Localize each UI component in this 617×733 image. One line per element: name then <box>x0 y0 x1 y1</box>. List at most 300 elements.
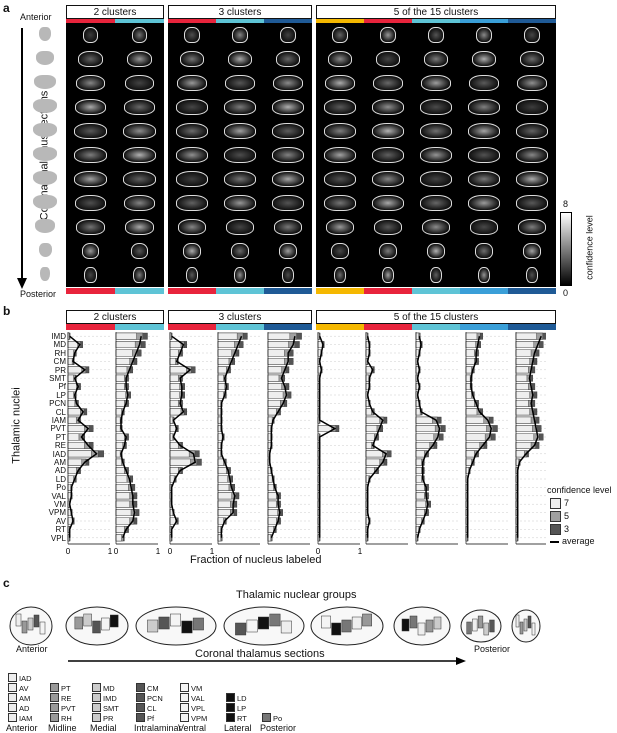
nucleus-bar <box>268 535 271 541</box>
nucleus-region <box>101 618 109 630</box>
nucleus-bar <box>268 493 276 499</box>
heatmap-section <box>224 123 257 139</box>
nucleus-bar <box>218 417 221 423</box>
nucleus-bar <box>116 409 121 415</box>
nucleus-region <box>110 615 118 627</box>
legend-swatch <box>550 511 561 522</box>
a-cluster-colorbar-bottom-0 <box>66 288 164 294</box>
nucleus-bar <box>68 459 82 465</box>
a-cluster-swatch <box>66 288 115 294</box>
heatmap-section <box>516 147 549 163</box>
nucleus-region <box>532 623 535 635</box>
heatmap-section <box>84 267 96 283</box>
nucleus-bar <box>268 375 279 381</box>
nucleus-region <box>362 614 371 626</box>
heatmap-section <box>74 147 108 163</box>
nuclear-group-item: Po <box>262 713 282 723</box>
a-cluster-swatch <box>508 288 556 294</box>
heatmap-section <box>372 195 403 211</box>
heatmap-section <box>176 147 209 163</box>
heatmap-section <box>372 171 405 187</box>
nuclear-group-name: Midline <box>48 723 77 733</box>
nuclear-group-name: Intralaminar <box>134 723 182 733</box>
a-cluster-swatch <box>115 288 164 294</box>
heatmap-section <box>272 195 303 211</box>
group-swatch <box>8 713 17 722</box>
nucleus-region <box>434 617 441 629</box>
heatmap-section <box>272 147 305 163</box>
nucleus-bar <box>268 400 280 406</box>
heatmap-section <box>468 123 501 139</box>
nucleus-bar <box>170 459 190 465</box>
heatmap-section <box>382 267 394 283</box>
legend-title: confidence level <box>547 485 612 495</box>
heatmap-section <box>75 195 107 211</box>
nucleus-label-iam: IAM <box>51 416 66 425</box>
nucleus-bar <box>516 350 531 356</box>
nucleus-bar <box>218 476 228 482</box>
posterior-label: Posterior <box>20 289 57 299</box>
nucleus-bar <box>366 417 380 423</box>
heatmap-section <box>428 27 444 43</box>
heatmap-section <box>272 123 305 139</box>
b-cluster-swatch <box>412 324 460 330</box>
heatmap-section <box>420 147 453 163</box>
nucleus-region <box>40 622 45 634</box>
heatmap-section <box>123 171 157 187</box>
nucleus-region <box>418 623 425 635</box>
group-swatch <box>92 683 101 692</box>
nucleus-region <box>170 614 180 626</box>
b-cluster-colorbar-0 <box>66 324 164 330</box>
nucleus-label-vpm: VPM <box>48 508 66 518</box>
b-cluster-swatch <box>364 324 412 330</box>
nuclear-group-item: RT <box>226 713 247 723</box>
heatmap-section <box>74 123 108 139</box>
x-tick-label: 1 <box>357 547 363 556</box>
nuclear-group-item: AV <box>8 683 32 693</box>
nucleus-bar <box>218 526 221 532</box>
heatmap-section <box>420 171 453 187</box>
nucleus-bar <box>268 341 288 347</box>
nucleus-bar <box>116 526 124 532</box>
heatmap-section <box>518 219 546 235</box>
nuclear-group-item: PR <box>92 713 119 723</box>
nuclear-group-item: MD <box>92 683 119 693</box>
nucleus-bar <box>116 476 127 482</box>
nuclear-group-name: Anterior <box>6 723 38 733</box>
nucleus-bar <box>170 417 173 423</box>
heatmap-section <box>422 219 450 235</box>
nuclear-group-name: Posterior <box>260 723 297 733</box>
nucleus-bar <box>516 375 527 381</box>
nucleus-bar <box>268 409 276 415</box>
nucleus-bar <box>516 409 530 415</box>
heatmap-section <box>421 75 450 91</box>
nucleus-bar <box>116 333 136 339</box>
nucleus-region <box>528 616 531 628</box>
nucleus-bar <box>366 434 374 440</box>
nuclear-group-item: Pf <box>136 713 163 723</box>
nucleus-bar <box>116 434 124 440</box>
heatmap-section <box>224 171 257 187</box>
nucleus-region <box>34 615 39 627</box>
nuclear-group-item: CL <box>136 703 163 713</box>
heatmap-section <box>468 195 499 211</box>
c-anterior-label: Anterior <box>16 644 48 654</box>
heatmap-section <box>424 51 448 67</box>
reference-section-thumbnails <box>30 24 60 289</box>
reference-section-thumbnail <box>33 195 56 209</box>
nucleus-bar <box>516 392 530 398</box>
x-tick-label: 1 <box>155 547 161 556</box>
nucleus-bar <box>218 383 225 389</box>
heatmap-section <box>232 27 248 43</box>
nucleus-bar <box>466 367 471 373</box>
heatmap-section <box>124 99 156 115</box>
fraction-axis-label: Fraction of nucleus labeled <box>190 554 322 566</box>
group-swatch <box>226 693 235 702</box>
heatmap-section <box>183 243 200 259</box>
nucleus-bar <box>416 476 421 482</box>
nucleus-label-cl: CL <box>55 407 66 417</box>
nucleus-region <box>332 623 341 635</box>
nucleus-bar <box>218 518 223 524</box>
nucleus-label-ld: LD <box>55 474 66 484</box>
heatmap-section <box>186 267 198 283</box>
heatmap-section <box>125 75 155 91</box>
nuclear-group-item: PVT <box>50 703 76 713</box>
heatmap-section <box>176 123 209 139</box>
heatmap-section <box>476 27 492 43</box>
heatmap-section <box>372 123 405 139</box>
nucleus-bar <box>116 535 121 541</box>
nucleus-bar <box>68 467 76 473</box>
nuclear-group-anterior <box>8 673 32 723</box>
nucleus-bar <box>268 417 272 423</box>
nucleus-bar <box>68 417 76 423</box>
nucleus-bar <box>116 459 121 465</box>
nuclear-group-name: Medial <box>90 723 117 733</box>
nucleus-bar <box>68 367 82 373</box>
c-section-arrow <box>68 657 468 665</box>
reference-section-thumbnail <box>34 75 56 89</box>
nucleus-region <box>516 615 519 627</box>
nucleus-bar <box>268 476 272 482</box>
x-tick-label: 1 <box>107 547 113 556</box>
heatmap-section <box>468 147 501 163</box>
nucleus-bar <box>466 434 485 440</box>
group-swatch <box>8 693 17 702</box>
heatmap-section <box>225 75 254 91</box>
legend-average: average <box>550 537 616 546</box>
nucleus-bar <box>366 451 382 457</box>
anterior-label: Anterior <box>20 12 52 22</box>
heatmap-section <box>430 267 442 283</box>
nuclear-group-item: IAM <box>8 713 32 723</box>
nucleus-bar <box>416 409 420 415</box>
nucleus-region <box>258 617 268 629</box>
nuclei-axis-label: Thalamic nuclei <box>10 387 23 464</box>
heatmap-section <box>427 243 444 259</box>
heatmap-section <box>273 75 302 91</box>
legend-item-5: 5 <box>550 511 616 522</box>
heatmap-section <box>279 243 296 259</box>
nucleus-bar <box>268 392 283 398</box>
group-swatch <box>92 693 101 702</box>
nuclei-bar-charts <box>66 332 546 562</box>
heatmap-section <box>82 243 100 259</box>
nucleus-bar <box>268 501 276 507</box>
nuclear-group-posterior <box>262 713 282 723</box>
nucleus-bar <box>366 459 380 465</box>
heatmap-section <box>178 219 206 235</box>
reference-section-thumbnail <box>33 99 56 113</box>
heatmap-section <box>373 75 402 91</box>
section-arrow <box>16 28 28 290</box>
group-swatch <box>8 673 17 682</box>
heatmap-section <box>517 75 546 91</box>
group-swatch <box>226 713 235 722</box>
reference-section-thumbnail <box>35 219 56 233</box>
confidence-axis-label: confidence level <box>584 215 595 280</box>
group-swatch <box>50 683 59 692</box>
nuclear-groups-title: Thalamic nuclear groups <box>236 589 357 601</box>
nucleus-bar <box>416 467 421 473</box>
nucleus-bar <box>466 341 476 347</box>
confidence-legend <box>547 485 616 546</box>
nucleus-region <box>84 614 92 626</box>
heatmap-section <box>324 99 355 115</box>
nucleus-bar <box>68 484 71 490</box>
heatmap-section <box>324 195 355 211</box>
b-group-header-2: 5 of the 15 clusters <box>316 310 556 324</box>
nucleus-region <box>247 620 257 632</box>
heatmap-section <box>75 99 107 115</box>
nucleus-bar <box>516 341 534 347</box>
nuclear-group-item: VPM <box>180 713 207 723</box>
nucleus-bar <box>466 409 477 415</box>
legend-item-3: 3 <box>550 524 616 535</box>
nucleus-bar <box>268 509 278 515</box>
nucleus-bar <box>116 484 128 490</box>
nuclei-labels <box>22 332 66 552</box>
nucleus-bar <box>116 367 127 373</box>
nuclear-group-item: VPL <box>180 703 207 713</box>
heatmap-section <box>516 171 549 187</box>
c-posterior-label: Posterior <box>474 644 511 654</box>
group-swatch <box>50 703 59 712</box>
heatmap-section <box>524 27 540 43</box>
heatmap-section <box>231 243 248 259</box>
nucleus-bar <box>516 451 524 457</box>
nucleus-bar <box>116 383 124 389</box>
nucleus-bar <box>466 459 471 465</box>
nucleus-bar <box>466 451 474 457</box>
nucleus-region <box>193 618 203 630</box>
nuclear-group-item: RE <box>50 693 76 703</box>
nucleus-bar <box>116 501 130 507</box>
a-group-header-2: 5 of the 15 clusters <box>316 5 556 19</box>
heatmap-section <box>372 147 405 163</box>
heatmap-section <box>376 51 400 67</box>
nucleus-bar <box>68 451 91 457</box>
nucleus-bar <box>116 341 135 347</box>
nucleus-bar <box>268 358 284 364</box>
nucleus-bar <box>116 417 120 423</box>
heatmap-section <box>468 171 501 187</box>
confidence-min: 0 <box>563 288 569 298</box>
b-cluster-swatch <box>216 324 264 330</box>
heatmap-section <box>224 99 255 115</box>
nucleus-region <box>321 616 330 628</box>
heatmap-section <box>325 75 354 91</box>
heatmap-section <box>176 99 207 115</box>
panel-b-letter: b <box>3 304 11 318</box>
heatmap-section <box>372 99 403 115</box>
nucleus-bar <box>218 409 221 415</box>
heatmap-section <box>469 75 498 91</box>
nucleus-bar <box>416 509 424 515</box>
heatmap-section <box>324 171 357 187</box>
nucleus-bar <box>68 358 72 364</box>
group-swatch <box>92 713 101 722</box>
heatmap-section <box>184 27 200 43</box>
group-swatch <box>136 703 145 712</box>
heatmap-section <box>224 147 257 163</box>
heatmap-section <box>76 219 104 235</box>
heatmap-section <box>228 51 252 67</box>
nucleus-bar <box>416 333 419 339</box>
nucleus-bar <box>268 484 273 490</box>
nuclear-group-ventral <box>180 683 207 723</box>
nucleus-bar <box>516 367 528 373</box>
nucleus-bar <box>466 392 471 398</box>
nucleus-region <box>281 621 291 633</box>
heatmap-section <box>83 27 99 43</box>
heatmap-section <box>123 123 157 139</box>
nucleus-region <box>410 616 417 628</box>
nucleus-bar <box>218 509 230 515</box>
nucleus-label-ad: AD <box>54 466 66 476</box>
nuclear-group-item: RH <box>50 713 76 723</box>
group-swatch <box>226 703 235 712</box>
heatmap-section <box>274 219 302 235</box>
nuclear-group-sections <box>6 600 556 648</box>
panel-c-letter: c <box>3 576 10 590</box>
nucleus-bar <box>268 367 282 373</box>
heatmap-section <box>272 171 305 187</box>
nucleus-region <box>352 617 361 629</box>
nucleus-label-cm: CM <box>53 357 66 367</box>
b-cluster-swatch <box>168 324 216 330</box>
nucleus-bar <box>170 409 181 415</box>
nuclear-group-item: AD <box>8 703 32 713</box>
heatmap-section <box>132 27 148 43</box>
nuclear-group-name: Lateral <box>224 723 252 733</box>
nucleus-bar <box>116 350 132 356</box>
nucleus-bar <box>170 467 178 473</box>
nucleus-bar <box>68 375 73 381</box>
a-cluster-colorbar-bottom-2 <box>316 288 556 294</box>
nucleus-region <box>426 620 433 632</box>
heatmap-section <box>380 27 396 43</box>
nucleus-bar <box>466 383 470 389</box>
nucleus-region <box>520 622 523 634</box>
nucleus-label-av: AV <box>55 516 66 526</box>
nucleus-bar <box>516 434 534 440</box>
heatmap-section <box>125 219 153 235</box>
heatmap-section <box>475 243 492 259</box>
nucleus-bar <box>268 434 271 440</box>
nuclear-group-legend <box>8 673 308 731</box>
nucleus-bar <box>170 375 178 381</box>
nucleus-region <box>524 619 527 631</box>
nucleus-bar <box>116 451 120 457</box>
nucleus-bar <box>218 333 237 339</box>
nuclear-group-name: Ventral <box>178 723 207 733</box>
nucleus-bar <box>416 434 434 440</box>
heatmap-section <box>332 27 348 43</box>
nucleus-bar <box>68 350 73 356</box>
nucleus-bar <box>218 451 221 457</box>
nucleus-region <box>182 621 192 633</box>
a-cluster-swatch <box>412 288 460 294</box>
heatmap-section <box>74 171 108 187</box>
heatmap-section <box>520 51 544 67</box>
nucleus-region <box>75 617 83 629</box>
nucleus-bar <box>466 350 474 356</box>
nucleus-bar <box>218 467 226 473</box>
group-swatch <box>262 713 271 722</box>
heatmap-section <box>226 219 254 235</box>
nucleus-label-lp: LP <box>56 390 66 400</box>
reference-section-thumbnail <box>39 27 51 41</box>
nucleus-label-iad: IAD <box>52 449 66 459</box>
nucleus-label-val: VAL <box>51 491 66 501</box>
group-swatch <box>180 683 189 692</box>
nuclear-group-item: PCN <box>136 693 163 703</box>
heatmap-section <box>224 195 255 211</box>
nuclear-group-item: CM <box>136 683 163 693</box>
nucleus-label-pr: PR <box>54 365 66 375</box>
nuclear-group-lateral <box>226 693 247 723</box>
group-swatch <box>136 693 145 702</box>
nucleus-label-pf: Pf <box>58 382 66 392</box>
nucleus-bar <box>416 442 430 448</box>
legend-item-7: 7 <box>550 498 616 509</box>
heatmap-section <box>282 267 294 283</box>
x-tick-label: 0 <box>167 547 173 556</box>
nucleus-bar <box>466 417 484 423</box>
b-cluster-swatch <box>66 324 115 330</box>
nucleus-region <box>490 620 495 632</box>
nuclear-group-item: VM <box>180 683 207 693</box>
a-group-header-1: 3 clusters <box>168 5 312 19</box>
a-cluster-swatch <box>264 288 312 294</box>
nucleus-bar <box>268 350 284 356</box>
nucleus-bar <box>516 400 528 406</box>
nucleus-bar <box>68 383 76 389</box>
x-tick-label: 0 <box>315 547 321 556</box>
nucleus-bar <box>116 518 130 524</box>
nucleus-bar <box>416 484 424 490</box>
nucleus-bar <box>116 392 126 398</box>
heatmap-section <box>379 243 396 259</box>
nucleus-bar <box>466 442 480 448</box>
nucleus-bar <box>416 493 424 499</box>
legend-swatch <box>550 498 561 509</box>
